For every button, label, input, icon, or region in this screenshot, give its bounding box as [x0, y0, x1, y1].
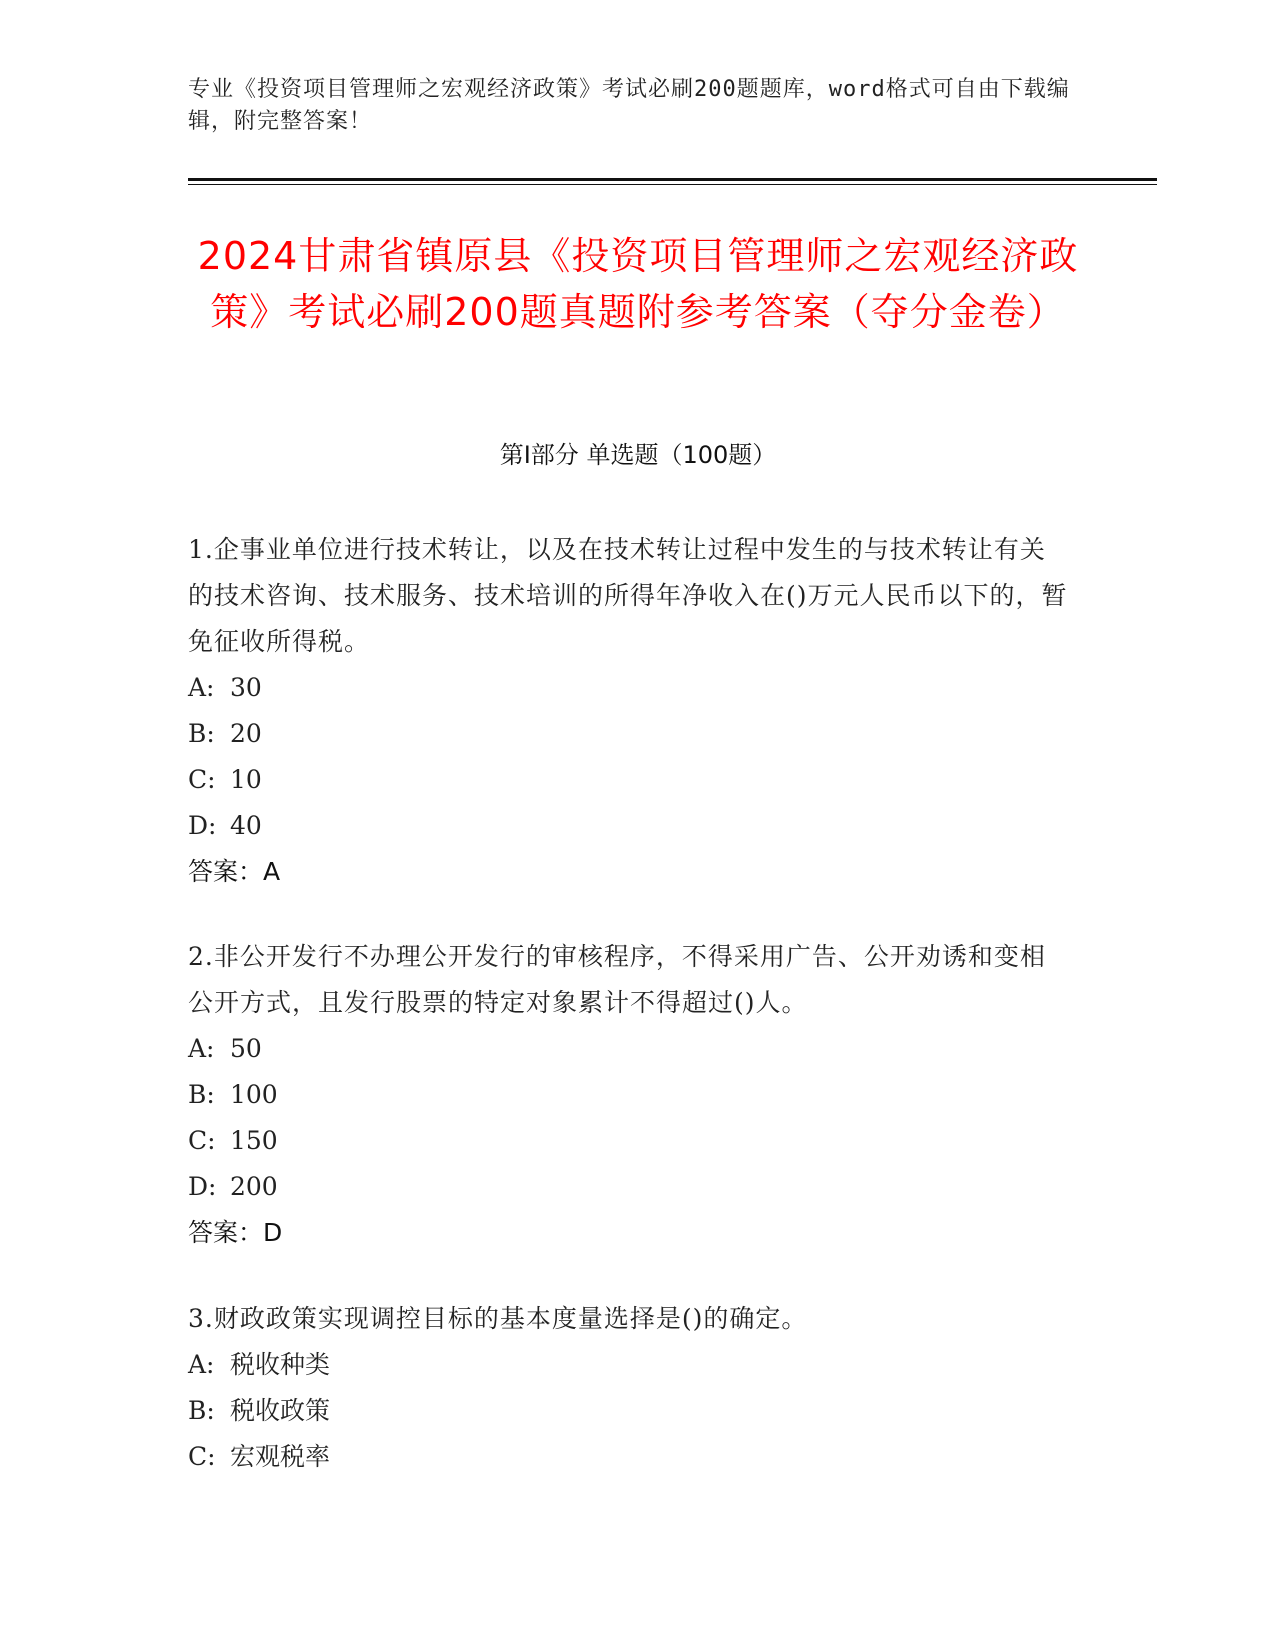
option-letter: D:	[188, 811, 217, 840]
option-letter: C:	[188, 1442, 216, 1471]
question-2	[188, 934, 1068, 1256]
option-c	[188, 757, 1068, 803]
option-letter: C:	[188, 765, 216, 794]
section-title: 第Ⅰ部分 单选题（100题）	[499, 441, 777, 469]
answer-line: 答案：D	[188, 1218, 283, 1247]
option-letter: A:	[188, 1350, 215, 1379]
option-text: 200	[230, 1172, 278, 1201]
option-b	[188, 711, 1068, 757]
option-c	[188, 1118, 1068, 1164]
question-stem: 3.财政政策实现调控目标的基本度量选择是()的确定。	[188, 1304, 808, 1333]
option-a	[188, 1342, 1068, 1388]
option-c	[188, 1434, 1068, 1480]
option-d	[188, 1164, 1068, 1210]
option-text: 100	[230, 1080, 278, 1109]
option-text: 50	[230, 1034, 262, 1063]
option-d	[188, 803, 1068, 849]
option-letter: B:	[188, 1080, 215, 1109]
option-a	[188, 1026, 1068, 1072]
option-letter: A:	[188, 1034, 215, 1063]
option-letter: C:	[188, 1126, 216, 1155]
header-note: 专业《投资项目管理师之宏观经济政策》考试必刷200题题库，word格式可自由下载编辑，附完整答案！	[188, 77, 1070, 134]
option-b	[188, 1072, 1068, 1118]
option-letter: B:	[188, 1396, 215, 1425]
question-stem: 2.非公开发行不办理公开发行的审核程序，不得采用广告、公开劝诱和变相公开方式，且发行股票的特定对象累计不得超过()人。	[188, 942, 1046, 1017]
option-text: 150	[230, 1126, 278, 1155]
document-title: 2024甘肃省镇原县《投资项目管理师之宏观经济政策》考试必刷200题真题附参考答案（夺分金卷）	[197, 234, 1079, 334]
question-3	[188, 1296, 1068, 1480]
header-rule-thick	[188, 178, 1157, 181]
option-text: 10	[230, 765, 262, 794]
option-text: 宏观税率	[230, 1442, 331, 1471]
option-text: 20	[230, 719, 262, 748]
option-text: 税收政策	[230, 1396, 331, 1425]
option-letter: A:	[188, 673, 215, 702]
question-1	[188, 527, 1068, 895]
option-a	[188, 665, 1068, 711]
answer-line: 答案：A	[188, 857, 281, 886]
header-rule-thin	[188, 184, 1157, 185]
option-text: 税收种类	[230, 1350, 331, 1379]
option-letter: D:	[188, 1172, 217, 1201]
option-text: 40	[230, 811, 262, 840]
option-text: 30	[230, 673, 262, 702]
option-letter: B:	[188, 719, 215, 748]
question-stem: 1.企事业单位进行技术转让，以及在技术转让过程中发生的与技术转让有关的技术咨询、技术服务、技术培训的所得年净收入在()万元人民币以下的，暂免征收所得税。	[188, 535, 1068, 656]
option-b	[188, 1388, 1068, 1434]
